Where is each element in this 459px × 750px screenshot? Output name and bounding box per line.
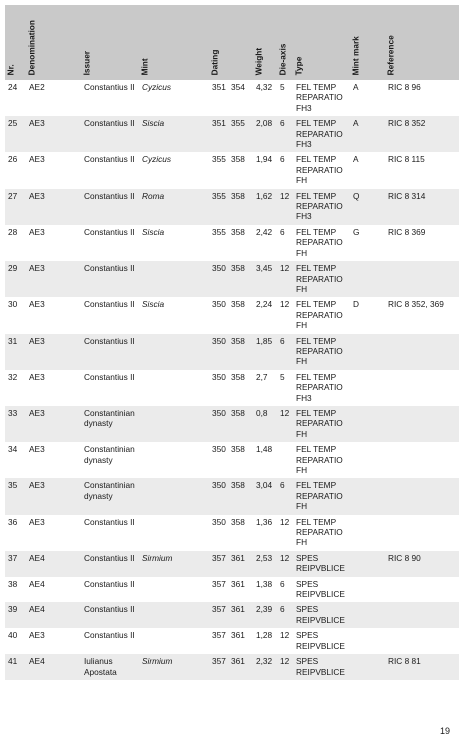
cell-mint: Siscia: [142, 226, 165, 237]
cell-dating-to: 358: [231, 226, 245, 237]
cell-type: FEL TEMP REPARATIO FH: [293, 334, 350, 370]
cell-weight: 2,32: [253, 654, 277, 680]
cell-mint-mark: [350, 654, 385, 680]
table-row: [5, 406, 459, 442]
header-dating: Dating: [209, 5, 253, 80]
cell-issuer: Constantius II: [81, 189, 139, 225]
cell-mint-mark: [350, 406, 385, 442]
cell-reference: [385, 334, 459, 370]
cell-dating-to: 361: [231, 578, 245, 589]
cell-mint: [139, 370, 209, 406]
cell-dating-from: 350: [212, 516, 226, 527]
cell-die-axis: 6: [277, 116, 293, 152]
cell-die-axis: 6: [280, 226, 285, 237]
cell-dating-to: 354: [231, 82, 245, 92]
cell-mint-mark: [350, 515, 385, 551]
cell-mint-mark: G: [353, 226, 360, 237]
cell-dating-from: 350: [209, 406, 228, 442]
cell-dating-to: 358: [228, 478, 253, 514]
table-row: [5, 261, 459, 297]
cell-type: FEL TEMP REPARATIO FH3: [296, 82, 343, 113]
cell-issuer: Constantius II: [84, 154, 135, 165]
table-row: [5, 152, 459, 188]
cell-mint: Cyzicus: [142, 154, 172, 165]
cell-mint: Siscia: [142, 299, 165, 310]
cell-type: SPES REIPVBLICE: [296, 578, 345, 600]
table-body: [5, 80, 459, 680]
cell-reference: RIC 8 352, 369: [388, 299, 444, 310]
cell-nr: 34: [8, 444, 18, 455]
cell-dating-from: 350: [212, 371, 226, 382]
cell-issuer: Constantius II: [84, 516, 135, 527]
cell-denomination: AE3: [29, 154, 45, 165]
cell-mint: Roma: [139, 189, 209, 225]
header-row: [5, 5, 459, 80]
cell-reference: [385, 628, 459, 654]
cell-weight: 3,04: [253, 478, 277, 514]
cell-mint: [139, 334, 209, 370]
cell-die-axis: 12: [277, 654, 293, 680]
cell-nr: 29: [5, 261, 26, 297]
cell-issuer: Constantius II: [84, 578, 135, 589]
cell-mint-mark: [350, 602, 385, 628]
cell-dating-from: 357: [209, 602, 228, 628]
cell-mint-mark: [350, 628, 385, 654]
cell-reference: [385, 370, 459, 406]
cell-denomination: AE4: [26, 602, 81, 628]
cell-dating-to: 361: [228, 654, 253, 680]
cell-mint: [139, 628, 209, 654]
cell-issuer: Constantius II: [81, 551, 139, 577]
cell-die-axis: 12: [280, 630, 290, 641]
cell-mint-mark: D: [353, 299, 359, 310]
cell-die-axis: [277, 442, 293, 478]
cell-mint-mark: Q: [350, 189, 385, 225]
cell-dating-from: 350: [212, 444, 226, 455]
cell-issuer: Constantinian dynasty: [84, 444, 135, 465]
cell-die-axis: 12: [277, 189, 293, 225]
cell-dating-from: 355: [212, 226, 226, 237]
cell-mint-mark: [350, 551, 385, 577]
cell-nr: 36: [8, 516, 18, 527]
cell-denomination: AE3: [29, 226, 45, 237]
cell-mint-mark: [350, 370, 385, 406]
cell-dating-from: 351: [212, 82, 226, 92]
header-nr: Nr.: [5, 5, 26, 80]
cell-nr: 32: [8, 371, 18, 382]
cell-type: SPES REIPVBLICE: [293, 654, 350, 680]
cell-dating-to: 358: [228, 261, 253, 297]
cell-denomination: AE4: [26, 551, 81, 577]
cell-issuer: Constantinian dynasty: [81, 478, 139, 514]
header-issuer: Issuer: [81, 5, 139, 80]
header-denomination: Denomination: [26, 5, 81, 80]
cell-nr: 38: [8, 578, 18, 589]
cell-weight: 2,42: [256, 226, 273, 237]
cell-type: FEL TEMP REPARATIO FH: [296, 516, 343, 548]
cell-issuer: Constantius II: [84, 226, 135, 237]
cell-weight: 1,28: [256, 630, 273, 641]
cell-dating-to: 358: [231, 299, 245, 310]
cell-weight: 2,39: [253, 602, 277, 628]
cell-issuer: Constantius II: [84, 299, 135, 310]
cell-dating-from: 350: [212, 299, 226, 310]
cell-die-axis: 12: [277, 551, 293, 577]
cell-dating-to: 358: [231, 516, 245, 527]
table-row: [5, 189, 459, 225]
cell-mint: [139, 515, 209, 551]
cell-reference: RIC 8 352: [385, 116, 459, 152]
cell-dating-to: 355: [228, 116, 253, 152]
cell-mint: Sirmium: [139, 551, 209, 577]
cell-nr: 31: [5, 334, 26, 370]
cell-weight: 1,94: [256, 154, 273, 165]
cell-mint: [139, 602, 209, 628]
table-row: [5, 370, 459, 406]
cell-type: SPES REIPVBLICE: [293, 602, 350, 628]
cell-nr: 39: [5, 602, 26, 628]
table-row: [5, 297, 459, 333]
cell-weight: 3,45: [253, 261, 277, 297]
cell-nr: 41: [5, 654, 26, 680]
cell-nr: 33: [5, 406, 26, 442]
cell-type: FEL TEMP REPARATIO FH: [296, 154, 343, 186]
cell-dating-to: 358: [228, 189, 253, 225]
cell-denomination: AE3: [29, 444, 45, 455]
cell-dating-from: 357: [212, 578, 226, 589]
cell-nr: 30: [8, 299, 18, 310]
cell-mint: [139, 406, 209, 442]
table-row: [5, 602, 459, 628]
cell-nr: 24: [8, 82, 18, 92]
cell-denomination: AE3: [26, 406, 81, 442]
cell-reference: [385, 602, 459, 628]
header-mint-mark: Mint mark: [350, 5, 385, 80]
cell-type: FEL TEMP REPARATIO FH: [293, 478, 350, 514]
cell-mint-mark: [350, 261, 385, 297]
cell-dating-from: 350: [209, 261, 228, 297]
cell-reference: [385, 577, 459, 603]
header-die-axis: Die-axis: [277, 5, 293, 80]
cell-dating-to: 358: [231, 371, 245, 382]
cell-denomination: AE4: [29, 578, 45, 589]
cell-type: FEL TEMP REPARATIO FH: [296, 226, 343, 258]
cell-dating-from: 357: [209, 654, 228, 680]
cell-die-axis: 6: [277, 478, 293, 514]
cell-dating-to: 361: [228, 551, 253, 577]
cell-issuer: Constantius II: [84, 371, 135, 382]
cell-weight: 1,85: [253, 334, 277, 370]
header-mint: Mint: [139, 5, 209, 80]
cell-dating-from: 350: [209, 478, 228, 514]
header-weight: Weight: [253, 5, 277, 80]
cell-denomination: AE3: [26, 189, 81, 225]
cell-reference: RIC 8 369: [388, 226, 426, 237]
cell-reference: RIC 8 115: [388, 154, 425, 165]
cell-type: FEL TEMP REPARATIO FH: [296, 299, 343, 331]
cell-dating-from: 355: [212, 154, 226, 165]
cell-dating-from: 351: [209, 116, 228, 152]
cell-issuer: Constantinian dynasty: [81, 406, 139, 442]
cell-weight: 2,53: [253, 551, 277, 577]
cell-dating-to: 358: [231, 154, 245, 165]
cell-die-axis: 12: [280, 299, 290, 310]
cell-reference: [385, 261, 459, 297]
header-type: Type: [293, 5, 350, 80]
cell-reference: RIC 8 90: [385, 551, 459, 577]
cell-die-axis: 5: [280, 371, 285, 382]
cell-denomination: AE3: [29, 516, 45, 527]
cell-denomination: AE3: [26, 334, 81, 370]
cell-issuer: Constantius II: [81, 116, 139, 152]
table-row: [5, 628, 459, 654]
table-row: [5, 478, 459, 514]
cell-die-axis: 12: [280, 516, 290, 527]
table-row: [5, 334, 459, 370]
cell-mint: [139, 442, 209, 478]
cell-dating-to: 358: [231, 444, 245, 455]
cell-nr: 40: [8, 630, 18, 641]
table-row: [5, 577, 459, 603]
cell-denomination: AE4: [26, 654, 81, 680]
cell-reference: [385, 515, 459, 551]
cell-issuer: Constantius II: [84, 82, 135, 92]
cell-nr: 26: [8, 154, 18, 165]
cell-type: FEL TEMP REPARATIO FH: [293, 261, 350, 297]
table-row: [5, 551, 459, 577]
cell-dating-from: 355: [209, 189, 228, 225]
cell-dating-from: 357: [212, 630, 226, 641]
cell-dating-to: 358: [228, 406, 253, 442]
cell-denomination: AE3: [26, 116, 81, 152]
cell-nr: 25: [5, 116, 26, 152]
cell-type: FEL TEMP REPARATIO FH: [293, 406, 350, 442]
cell-die-axis: 6: [277, 334, 293, 370]
cell-dating-to: 358: [228, 334, 253, 370]
cell-type: FEL TEMP REPARATIO FH3: [293, 189, 350, 225]
cell-type: SPES REIPVBLICE: [293, 551, 350, 577]
cell-reference: [385, 406, 459, 442]
table-row: [5, 116, 459, 152]
cell-reference: [385, 442, 459, 478]
cell-mint-mark: [350, 478, 385, 514]
cell-nr: 27: [5, 189, 26, 225]
cell-nr: 28: [8, 226, 18, 237]
cell-denomination: AE3: [29, 630, 45, 641]
cell-reference: RIC 8 81: [385, 654, 459, 680]
cell-denomination: AE3: [29, 371, 45, 382]
cell-type: FEL TEMP REPARATIO FH3: [293, 116, 350, 152]
table-row: [5, 442, 459, 478]
cell-die-axis: 12: [277, 261, 293, 297]
cell-mint-mark: A: [353, 154, 359, 165]
cell-mint-mark: A: [350, 116, 385, 152]
cell-denomination: AE3: [26, 261, 81, 297]
cell-issuer: Constantius II: [81, 602, 139, 628]
cell-mint: [139, 478, 209, 514]
cell-die-axis: 12: [277, 406, 293, 442]
cell-mint: [139, 577, 209, 603]
cell-denomination: AE2: [29, 82, 45, 92]
cell-mint-mark: [350, 334, 385, 370]
cell-mint: Sirmium: [139, 654, 209, 680]
cell-mint: [139, 261, 209, 297]
cell-dating-from: 357: [209, 551, 228, 577]
cell-mint-mark: [350, 577, 385, 603]
cell-type: FEL TEMP REPARATIO FH: [296, 444, 343, 475]
cell-type: SPES REIPVBLICE: [296, 630, 345, 651]
table-row: [5, 225, 459, 261]
cell-weight: 1,36: [256, 516, 273, 527]
cell-mint-mark: [350, 442, 385, 478]
cell-weight: 1,48: [256, 444, 273, 455]
cell-type: FEL TEMP REPARATIO FH3: [296, 371, 343, 403]
cell-nr: 37: [5, 551, 26, 577]
cell-reference: RIC 8 314: [385, 189, 459, 225]
cell-die-axis: 6: [280, 154, 285, 165]
cell-reference: RIC 8 96: [388, 82, 421, 92]
table-row: [5, 80, 459, 116]
cell-die-axis: 6: [280, 578, 285, 589]
cell-weight: 1,62: [253, 189, 277, 225]
table-row: [5, 654, 459, 680]
header-reference: Reference: [385, 5, 459, 80]
coin-catalogue-table: [5, 5, 459, 680]
cell-issuer: Iulianus Apostata: [81, 654, 139, 680]
cell-denomination: AE3: [26, 478, 81, 514]
cell-weight: 1,38: [256, 578, 273, 589]
cell-denomination: AE3: [29, 299, 45, 310]
cell-weight: 2,08: [253, 116, 277, 152]
cell-reference: [385, 478, 459, 514]
cell-weight: 2,7: [256, 371, 268, 382]
cell-mint-mark: A: [353, 82, 359, 92]
cell-dating-from: 350: [209, 334, 228, 370]
cell-weight: 4,32: [256, 82, 273, 92]
table-row: [5, 515, 459, 551]
cell-issuer: Constantius II: [84, 630, 135, 641]
cell-weight: 0,8: [253, 406, 277, 442]
cell-dating-to: 361: [228, 602, 253, 628]
cell-weight: 2,24: [256, 299, 273, 310]
page-number: 19: [439, 726, 450, 736]
cell-issuer: Constantius II: [81, 334, 139, 370]
cell-mint: Siscia: [139, 116, 209, 152]
cell-nr: 35: [5, 478, 26, 514]
cell-mint: Cyzicus: [142, 82, 172, 92]
cell-die-axis: 5: [280, 82, 285, 92]
cell-dating-to: 361: [231, 630, 245, 641]
cell-die-axis: 6: [277, 602, 293, 628]
cell-issuer: Constantius II: [81, 261, 139, 297]
